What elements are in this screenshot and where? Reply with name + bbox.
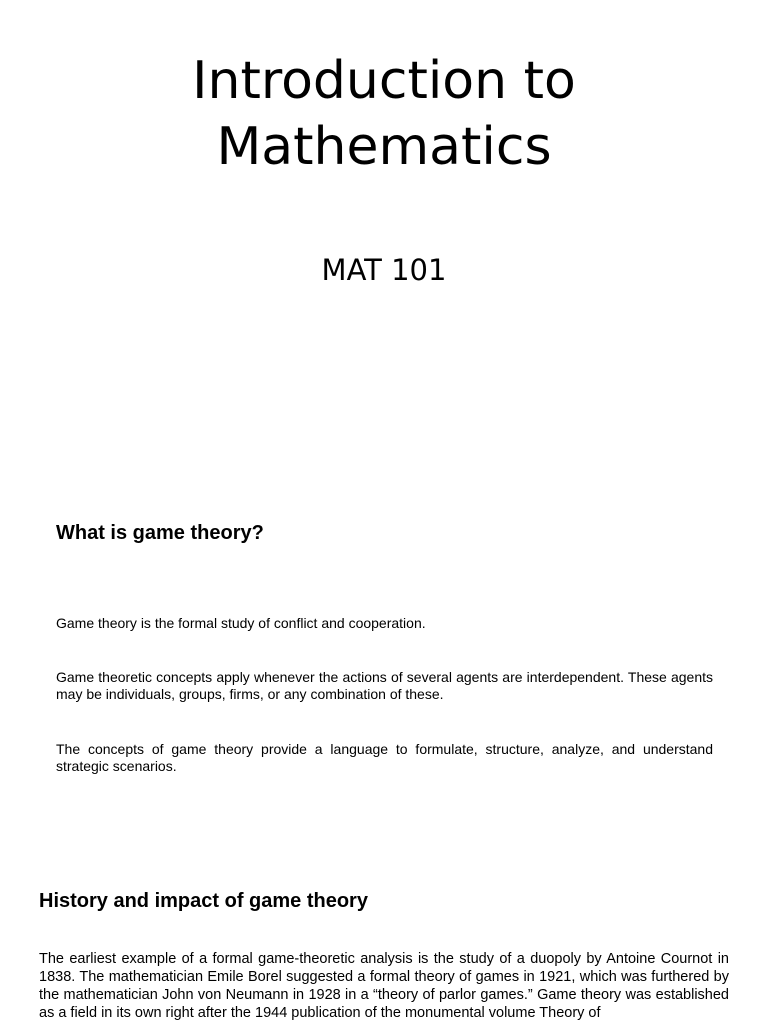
paragraph: Game theoretic concepts apply whenever the actions of several agents are interdependent. These agents may be individuals, groups, firms, or any combination of these. [56,669,713,702]
paragraph: Game theory is the formal study of conflict and cooperation. [56,615,426,631]
section-heading-history: History and impact of game theory [39,890,368,912]
title-line-1: Introduction to [192,51,576,111]
paragraph: The concepts of game theory provide a language to formulate, structure, analyze, and understand strategic scenarios. [56,741,713,774]
section-heading-what-is-game-theory: What is game theory? [56,522,264,544]
title-line-2: Mathematics [216,117,552,177]
course-code: MAT 101 [321,253,447,287]
slide-title [0,48,768,180]
paragraph: The earliest example of a formal game-theoretic analysis is the study of a duopoly by Antoine Cournot in 1838. The mathematician Emile Borel suggested a formal theory of games in 1921, which was furthered by the mathematician John von Neumann in 1928 in a “theory of parlor games.” Game theory was established as a field in its own right after the 1944 publication of the monumental volume Theory of [39,951,729,1021]
